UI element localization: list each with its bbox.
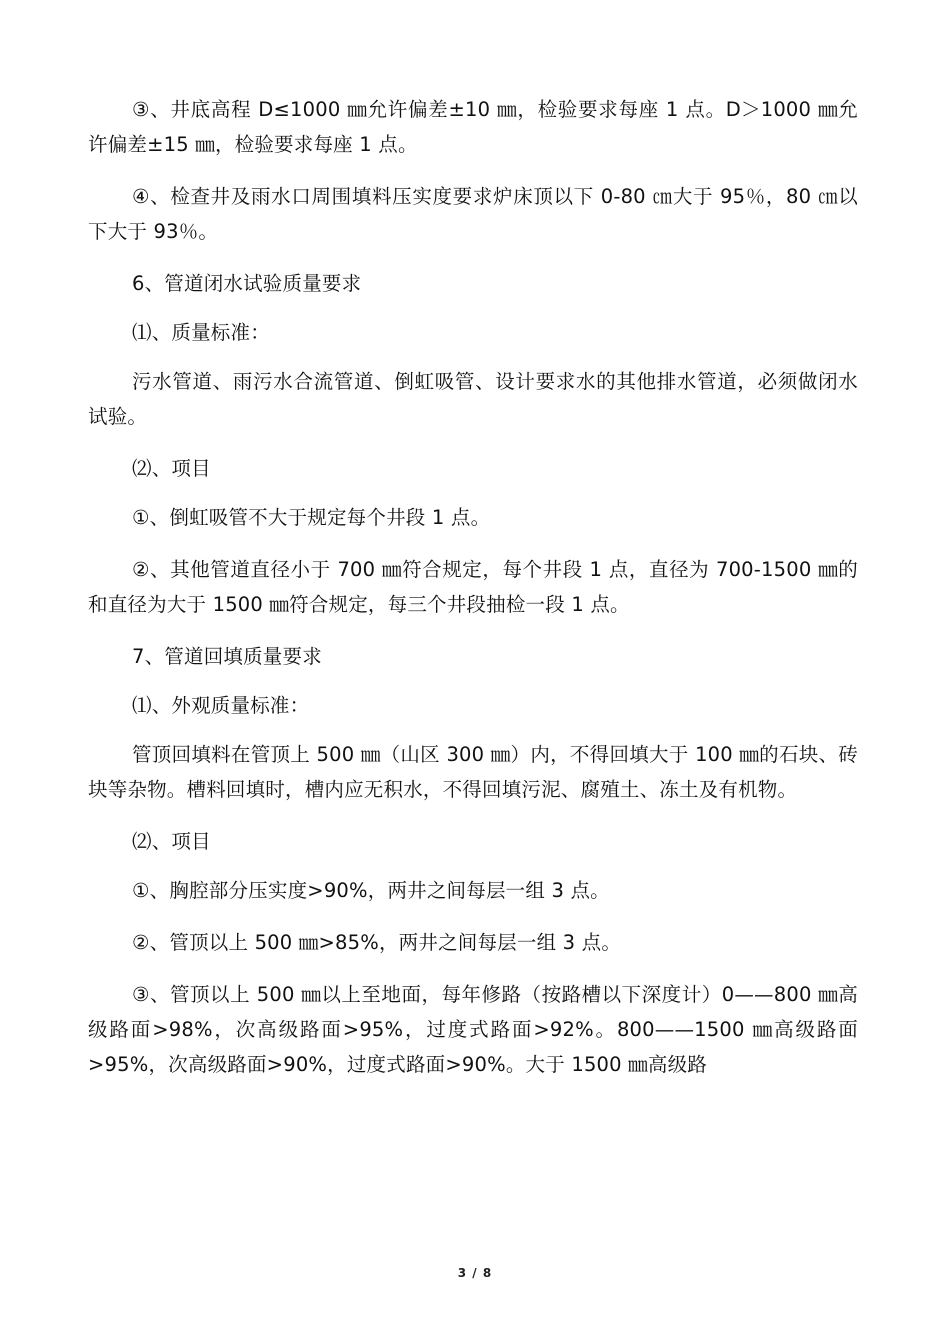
heading-pipe-backfill: 7、管道回填质量要求 — [132, 645, 322, 668]
heading-closed-water-test: 6、管道闭水试验质量要求 — [132, 272, 362, 295]
paragraph-backfill-compaction: ④、检查井及雨水口周围填料压实度要求炉床顶以下 0-80 ㎝大于 95％，80 ㎝以下大于 93％。 — [88, 185, 858, 243]
subheading-items: ⑵、项目 — [132, 457, 211, 480]
list-item-above-pipe-top: ②、管顶以上 500 ㎜>85%，两井之间每层一组 3 点。 — [132, 931, 622, 954]
subheading-appearance-standard: ⑴、外观质量标准： — [132, 694, 310, 717]
subheading-items-2: ⑵、项目 — [132, 830, 211, 853]
page-number: 3 / 8 — [457, 1266, 493, 1280]
list-item-chest-compaction: ①、胸腔部分压实度>90%，两井之间每层一组 3 点。 — [132, 879, 610, 902]
list-item-inverted-siphon: ①、倒虹吸管不大于规定每个井段 1 点。 — [132, 506, 491, 529]
paragraph-manhole-bottom-elevation: ③、井底高程 D≤1000 ㎜允许偏差±10 ㎜，检验要求每座 1 点。D＞1000 ㎜允许偏差±15 ㎜，检验要求每座 1 点。 — [88, 98, 858, 156]
list-item-other-pipes: ②、其他管道直径小于 700 ㎜符合规定，每个井段 1 点，直径为 700-1500 ㎜的和直径为大于 1500 ㎜符合规定，每三个井段抽检一段 1 点。 — [88, 558, 858, 616]
page-body — [88, 92, 858, 1099]
list-item-to-ground-surface: ③、管顶以上 500 ㎜以上至地面，每年修路（按路槽以下深度计）0——800 ㎜高级路面>98%，次高级路面>95%，过度式路面>92%。800——1500 ㎜高级路面>95%，次高级路面>90%，过度式路面>90%。大于 1500 ㎜高级路 — [88, 983, 858, 1076]
subheading-quality-standard: ⑴、质量标准： — [132, 321, 270, 344]
paragraph-backfill-material: 管顶回填料在管顶上 500 ㎜（山区 300 ㎜）内，不得回填大于 100 ㎜的石块、砖块等杂物。槽料回填时，槽内应无积水，不得回填污泥、腐殖土、冻土及有机物。 — [88, 743, 858, 801]
paragraph-closed-water-scope: 污水管道、雨污水合流管道、倒虹吸管、设计要求水的其他排水管道，必须做闭水试验。 — [88, 370, 858, 428]
